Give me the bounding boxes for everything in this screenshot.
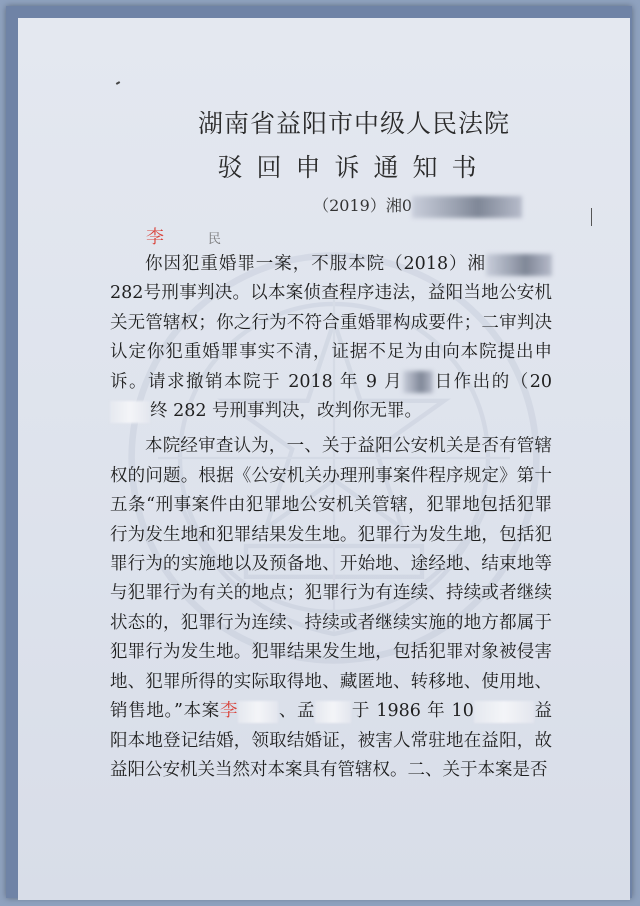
redaction-blur bbox=[315, 701, 351, 723]
paragraph-text: 益阳本地登记结婚，领取结婚证，被害人常驻地在益阳，故益阳公安机关当然对本案具有管辖权。二、关于本案是否 bbox=[110, 701, 553, 780]
case-reference-text: （2019）湘0 bbox=[313, 196, 412, 215]
paragraph-text: 你因犯重婚罪一案，不服本院（2018）湘 bbox=[145, 254, 486, 274]
redaction-blur bbox=[403, 371, 433, 393]
scan-mark-edge bbox=[591, 208, 592, 226]
scan-mark bbox=[116, 81, 120, 85]
redaction-blur bbox=[238, 701, 278, 723]
body-paragraph bbox=[110, 250, 552, 426]
document-title: 驳回申诉通知书 bbox=[217, 153, 491, 182]
paragraph-text: 282号刑事判决。以本案侦查程序违法，益阳当地公安机关无管辖权；你之行为不符合重婚罪构成要件；二审判决认定你犯重婚罪事实不清，证据不足为由向本院提出申诉。请求撤销本院于 2018 年 9 月 bbox=[110, 283, 552, 392]
court-name: 湖南省益阳市中级人民法院 bbox=[197, 109, 510, 138]
redaction-blur bbox=[412, 196, 522, 218]
redaction-blur bbox=[486, 254, 552, 276]
case-reference bbox=[313, 193, 522, 218]
highlighted-name: 李 bbox=[219, 701, 239, 722]
addressee bbox=[146, 223, 221, 249]
document-frame bbox=[6, 6, 632, 898]
redaction-blur bbox=[474, 701, 534, 723]
paragraph-text: 日作出的（20 bbox=[433, 371, 552, 392]
body-paragraph bbox=[110, 432, 552, 785]
paragraph-text: 于 1986 年 10 bbox=[351, 701, 474, 722]
redaction-blur bbox=[110, 401, 150, 423]
notice-body bbox=[110, 250, 552, 791]
paragraph-text: 终 282 号刑事判决，改判你无罪。 bbox=[150, 401, 423, 422]
paragraph-text: 本院经审查认为，一、关于益阳公安机关是否有管辖权的问题。根据《公安机关办理刑事案件程序规定》第十五条“刑事案件由犯罪地公安机关管辖，犯罪地包括犯罪行为发生地和犯罪结果发生地。犯罪行为发生地，包括犯罪行为的实施地以及预备地、开始地、途经地、结束地等与犯罪行为有关的地点；犯罪行为有连续、持续或者继续状态的，犯罪行为连续、持续或者继续实施的地方都属于犯罪行为发生地。犯罪结果发生地，包括犯罪对象被侵害地、犯罪所得的实际取得地、藏匿地、转移地、使用地、销售地。”本案 bbox=[110, 436, 552, 722]
document-page bbox=[18, 18, 630, 900]
addressee-surname: 李 bbox=[146, 227, 164, 248]
addressee-rest: 民 bbox=[208, 232, 222, 247]
paragraph-text: 、孟 bbox=[278, 701, 316, 722]
